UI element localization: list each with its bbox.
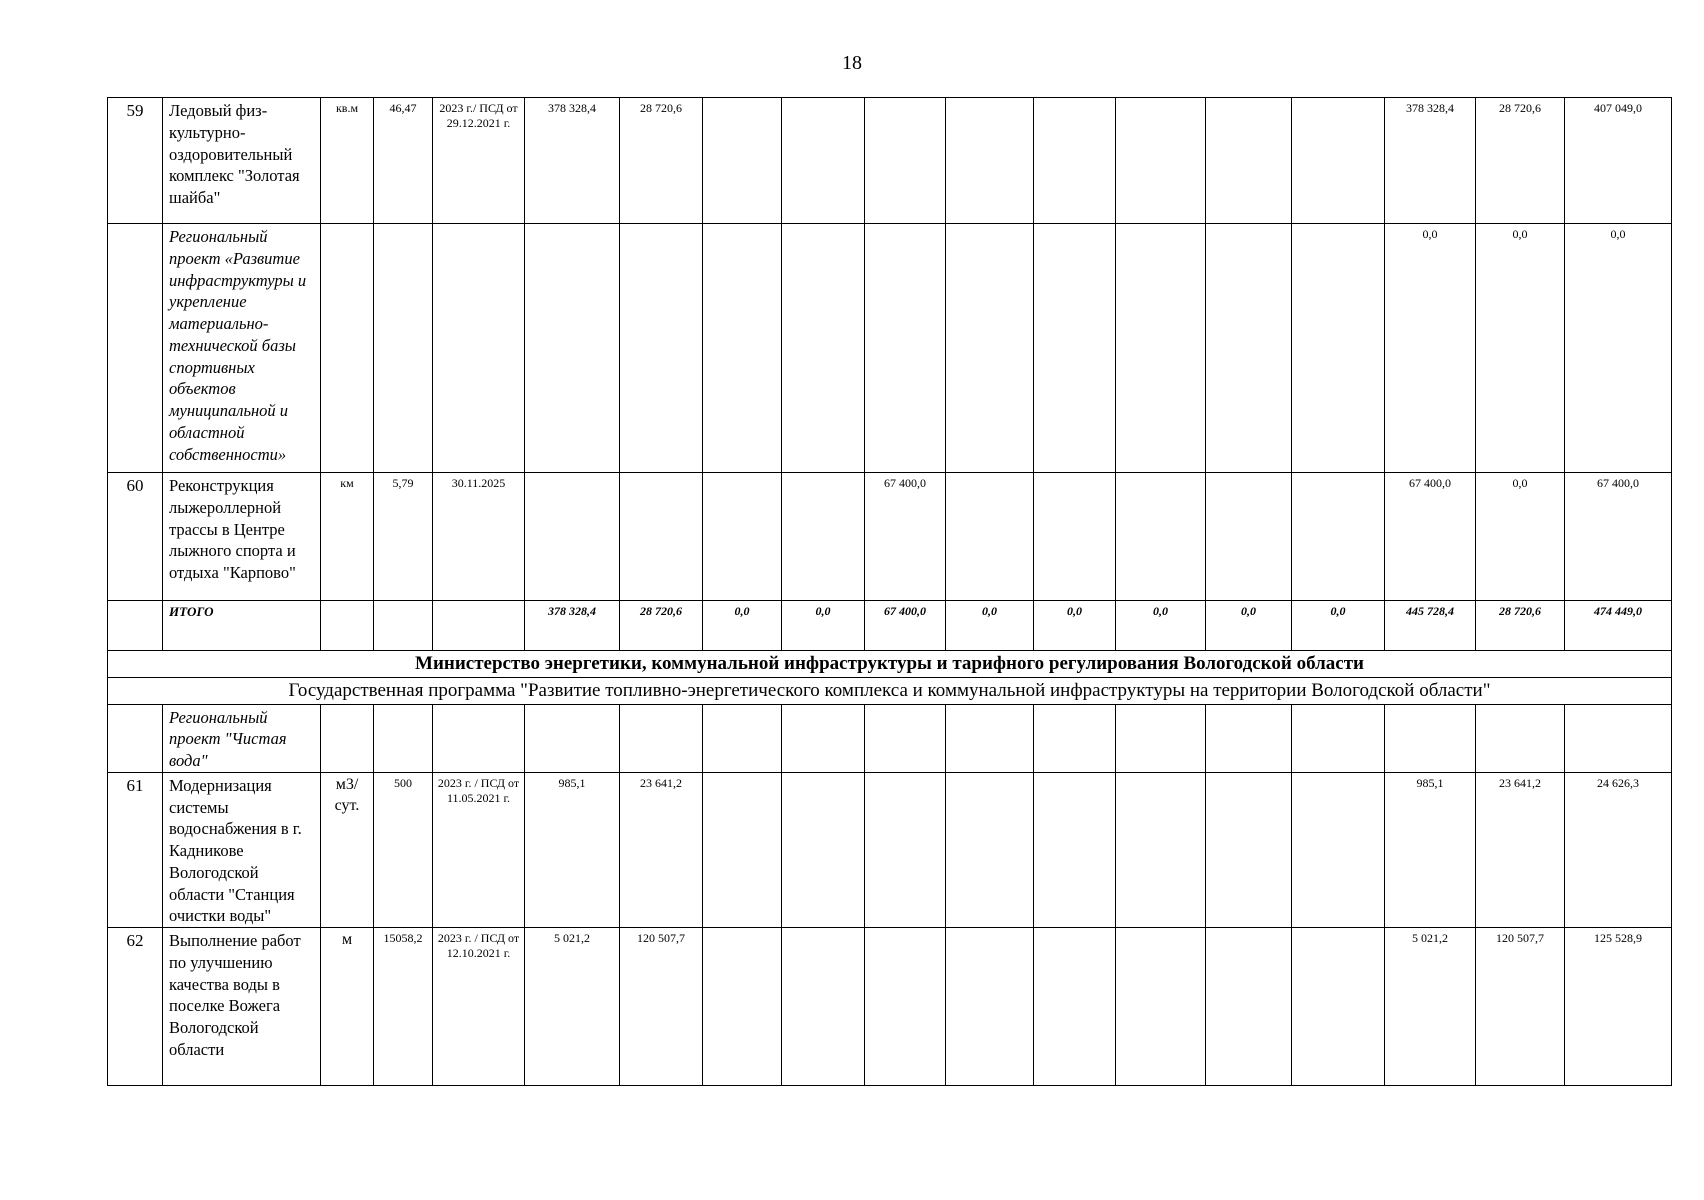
total-cell: 445 728,4 [1385, 601, 1476, 651]
term: 2023 г. / ПСД от 11.05.2021 г. [433, 772, 525, 927]
total-cell: 0,0 [782, 601, 865, 651]
total-cell: 67 400,0 [1385, 473, 1476, 601]
unit: км [321, 473, 374, 601]
total-cell: 67 400,0 [1565, 473, 1672, 601]
object-name: Ледовый физ-культурно-оздоровительный комплекс "Золотая шайба" [163, 98, 321, 224]
total-cell: 28 720,6 [1476, 601, 1565, 651]
investment-table [107, 97, 1672, 1086]
row-number: 59 [108, 98, 163, 224]
capacity: 500 [374, 772, 433, 927]
cell: 378 328,4 [525, 98, 620, 224]
cell: 985,1 [525, 772, 620, 927]
cell [1116, 98, 1206, 224]
object-name: Реконструкция лыжероллерной трассы в Центре лыжного спорта и отдыха "Карпово" [163, 473, 321, 601]
total-cell: 67 400,0 [865, 601, 946, 651]
capacity: 46,47 [374, 98, 433, 224]
unit: м [321, 928, 374, 1086]
cell [1206, 98, 1292, 224]
capacity: 15058,2 [374, 928, 433, 1086]
term: 30.11.2025 [433, 473, 525, 601]
capacity: 5,79 [374, 473, 433, 601]
table-row [108, 98, 1672, 224]
section-heading-row [108, 677, 1672, 704]
ministry-heading: Министерство энергетики, коммунальной инфраструктуры и тарифного регулирования Вологодской области [108, 651, 1672, 678]
cell: 23 641,2 [620, 772, 703, 927]
total-cell: 0,0 [703, 601, 782, 651]
cell [703, 98, 782, 224]
cell: 5 021,2 [525, 928, 620, 1086]
project-name: Региональный проект "Чистая вода" [163, 704, 321, 772]
total-cell: 985,1 [1385, 772, 1476, 927]
total-cell: 0,0 [1292, 601, 1385, 651]
table-row [108, 772, 1672, 927]
cell [946, 98, 1034, 224]
total-cell: 28 720,6 [1476, 98, 1565, 224]
total-cell: 125 528,9 [1565, 928, 1672, 1086]
object-name: Модернизация системы водоснабжения в г. Кадникове Вологодской области "Станция очистки воды" [163, 772, 321, 927]
total-cell: 407 049,0 [1565, 98, 1672, 224]
total-cell: 0,0 [946, 601, 1034, 651]
object-name: Выполнение работ по улучшению качества воды в поселке Вожега Вологодской области [163, 928, 321, 1086]
total-row [108, 601, 1672, 651]
table-row [108, 224, 1672, 473]
project-name: Региональный проект «Развитие инфраструктуры и укрепление материально-технической базы спортивных объектов муниципальной и областной собственности» [163, 224, 321, 473]
total-cell: 5 021,2 [1385, 928, 1476, 1086]
row-number: 61 [108, 772, 163, 927]
total-cell: 378 328,4 [525, 601, 620, 651]
row-number: 60 [108, 473, 163, 601]
total-cell: 0,0 [1476, 473, 1565, 601]
total-label: ИТОГО [163, 601, 321, 651]
total-cell: 0,0 [1565, 224, 1672, 473]
total-cell: 0,0 [1476, 224, 1565, 473]
cell [782, 98, 865, 224]
total-cell: 120 507,7 [1476, 928, 1565, 1086]
row-number: 62 [108, 928, 163, 1086]
table-row [108, 473, 1672, 601]
unit: м3/ сут. [321, 772, 374, 927]
total-cell: 0,0 [1385, 224, 1476, 473]
total-cell: 28 720,6 [620, 601, 703, 651]
term: 2023 г./ ПСД от 29.12.2021 г. [433, 98, 525, 224]
table-row [108, 928, 1672, 1086]
total-cell: 474 449,0 [1565, 601, 1672, 651]
cell: 28 720,6 [620, 98, 703, 224]
total-cell: 23 641,2 [1476, 772, 1565, 927]
page-number: 18 [842, 52, 862, 74]
total-cell: 0,0 [1206, 601, 1292, 651]
term: 2023 г. / ПСД от 12.10.2021 г. [433, 928, 525, 1086]
total-cell: 378 328,4 [1385, 98, 1476, 224]
table-row [108, 704, 1672, 772]
total-cell: 0,0 [1116, 601, 1206, 651]
cell: 67 400,0 [865, 473, 946, 601]
cell [1292, 98, 1385, 224]
unit: кв.м [321, 98, 374, 224]
section-heading-row [108, 651, 1672, 678]
program-heading: Государственная программа "Развитие топливно-энергетического комплекса и коммунальной инфраструктуры на территории Вологодской области" [108, 677, 1672, 704]
total-cell: 0,0 [1034, 601, 1116, 651]
cell: 120 507,7 [620, 928, 703, 1086]
cell [1034, 98, 1116, 224]
total-cell: 24 626,3 [1565, 772, 1672, 927]
cell [865, 98, 946, 224]
